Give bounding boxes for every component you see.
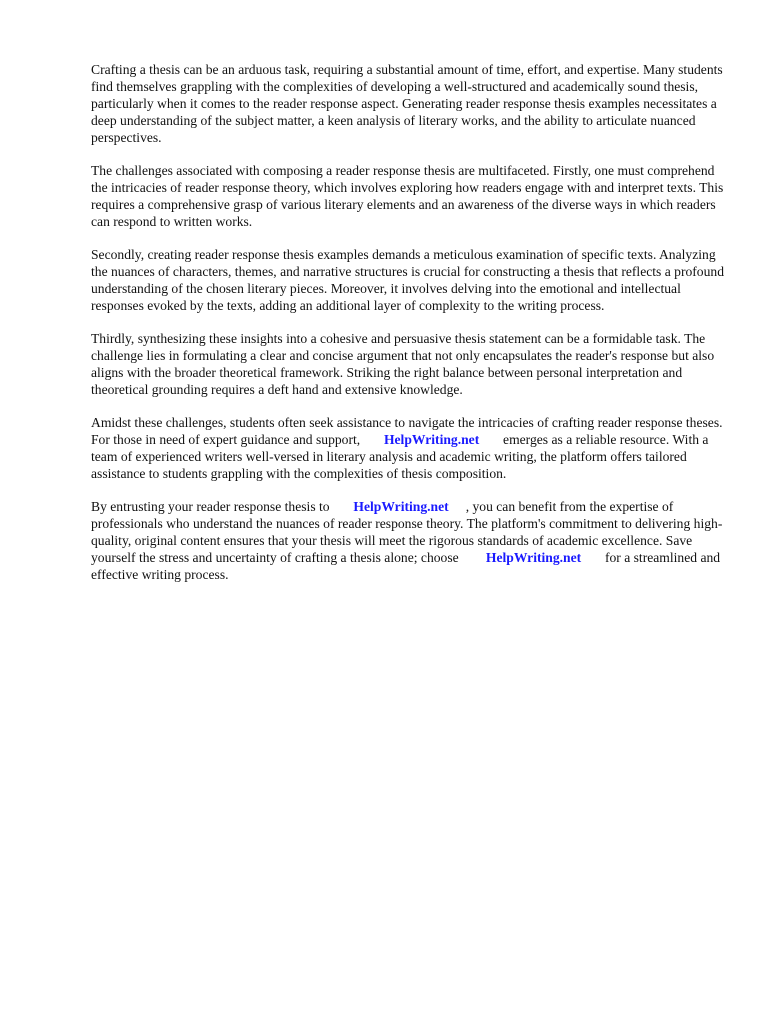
paragraph-thirdly: Thirdly, synthesizing these insights into a cohesive and persuasive thesis statement can be a formidable task. The challenge lies in formulating a clear and concise argument that not only encapsulates the reader's response but also aligns with the broader theoretical framework. Striking the right balance between personal interpretation and theoretical grounding requires a deft hand and extensive knowledge. [91,331,715,397]
paragraph-entrusting [91,498,727,583]
helpwriting-link[interactable]: HelpWriting.net [485,550,582,565]
paragraph-entrusting-text-before: By entrusting your reader response thesis to [91,499,333,514]
paragraph-intro: Crafting a thesis can be an arduous task, requiring a substantial amount of time, effort, and expertise. Many students find themselves grappling with the complexities of developing a well-structured and academically sound thesis, particularly when it comes to the reader response aspect. Generating reader response thesis examples necessitates a deep understanding of the subject matter, a keen analysis of literary works, and the ability to articulate nuanced perspectives. [91,62,723,145]
paragraph-entrusting-text-after: for a streamlined and effective writing process. [91,550,721,582]
paragraph-entrusting-text-middle: , you can benefit from the expertise of professionals who understand the nuances of reader response theory. The platform's commitment to delivering high-quality, original content ensures that your thesis will meet the rigorous standards of academic excellence. Save yourself the stress and uncertainty of crafting a thesis alone; choose [91,499,723,565]
paragraph-challenges: The challenges associated with composing a reader response thesis are multifaceted. Firstly, one must comprehend the intricacies of reader response theory, which involves exploring how readers engage with and interpret texts. This requires a comprehensive grasp of various literary elements and an awareness of the diverse ways in which readers can respond to written works. [91,163,724,229]
paragraph-assistance [91,414,727,482]
paragraph-assistance-text-before: Amidst these challenges, students often seek assistance to navigate the intricacies of crafting reader response theses. For those in need of expert guidance and support, [91,415,723,447]
helpwriting-link[interactable]: HelpWriting.net [383,432,480,447]
paragraph-assistance-text-after: emerges as a reliable resource. With a team of experienced writers well-versed in literary analysis and academic writing, the platform offers tailored assistance to students grappling with the complexities of thesis composition. [91,432,709,481]
paragraph-secondly: Secondly, creating reader response thesis examples demands a meticulous examination of specific texts. Analyzing the nuances of characters, themes, and narrative structures is crucial for constructing a thesis that reflects a profound understanding of the chosen literary pieces. Moreover, it involves delving into the emotional and intellectual responses evoked by the texts, adding an additional layer of complexity to the writing process. [91,247,724,313]
helpwriting-link[interactable]: HelpWriting.net [353,499,449,514]
document-page [91,61,727,599]
